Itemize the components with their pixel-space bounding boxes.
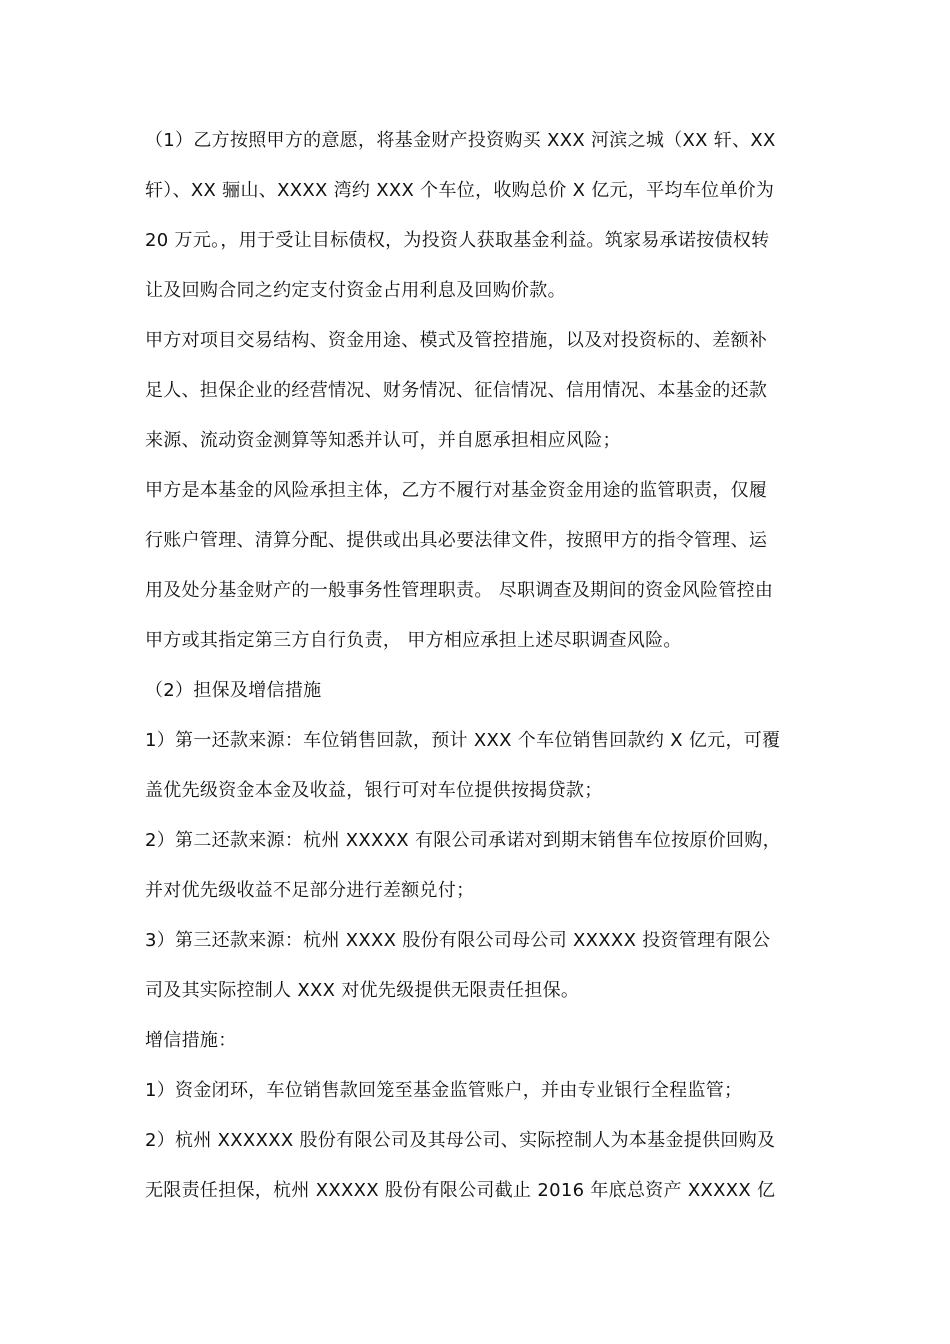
text-line: 司及其实际控制人 XXX 对优先级提供无限责任担保。 (145, 980, 580, 1001)
text-line: 20 万元。，用于受让目标债权，为投资人获取基金利益。筑家易承诺按债权转 (145, 230, 770, 251)
text-line: 甲方是本基金的风险承担主体，乙方不履行对基金资金用途的监管职责，仅履 (145, 480, 768, 501)
text-line: 2）杭州 XXXXXX 股份有限公司及其母公司、实际控制人为本基金提供回购及 (145, 1130, 776, 1151)
section-heading: （2）担保及增信措施 (145, 680, 322, 701)
text-line: 足人、担保企业的经营情况、财务情况、征信情况、信用情况、本基金的还款 (145, 380, 768, 401)
text-line: 来源、流动资金测算等知悉并认可，并自愿承担相应风险； (145, 430, 621, 451)
text-line: 1）资金闭环，车位销售款回笼至基金监管账户，并由专业银行全程监管； (145, 1080, 743, 1101)
text-line: 轩）、XX 骊山、XXXX 湾约 XXX 个车位，收购总价 X 亿元，平均车位单价为 (145, 180, 775, 201)
text-line: 1）第一还款来源：车位销售回款，预计 XXX 个车位销售回款约 X 亿元，可覆 (145, 730, 781, 751)
text-line: 盖优先级资金本金及收益，银行可对车位提供按揭贷款； (145, 780, 603, 801)
text-line: 行账户管理、清算分配、提供或出具必要法律文件，按照甲方的指令管理、运 (145, 530, 768, 551)
text-line: 甲方对项目交易结构、资金用途、模式及管控措施，以及对投资标的、差额补 (145, 330, 768, 351)
text-line: 甲方或其指定第三方自行负责， 甲方相应承担上述尽职调查风险。 (145, 630, 682, 651)
section-heading: 增信措施： (145, 1030, 237, 1051)
text-line: 让及回购合同之约定支付资金占用利息及回购价款。 (145, 280, 566, 301)
text-line: 3）第三还款来源：杭州 XXXX 股份有限公司母公司 XXXXX 投资管理有限公 (145, 930, 771, 951)
text-line: 无限责任担保，杭州 XXXXX 股份有限公司截止 2016 年底总资产 XXXXX 亿 (145, 1180, 776, 1201)
text-line: 并对优先级收益不足部分进行差额兑付； (145, 880, 475, 901)
text-line: （1）乙方按照甲方的意愿，将基金财产投资购买 XXX 河滨之城（XX 轩、XX (145, 130, 776, 151)
text-line: 用及处分基金财产的一般事务性管理职责。 尽职调查及期间的资金风险管控由 (145, 580, 774, 601)
text-line: 2）第二还款来源：杭州 XXXXX 有限公司承诺对到期末销售车位按原价回购， (145, 830, 781, 851)
